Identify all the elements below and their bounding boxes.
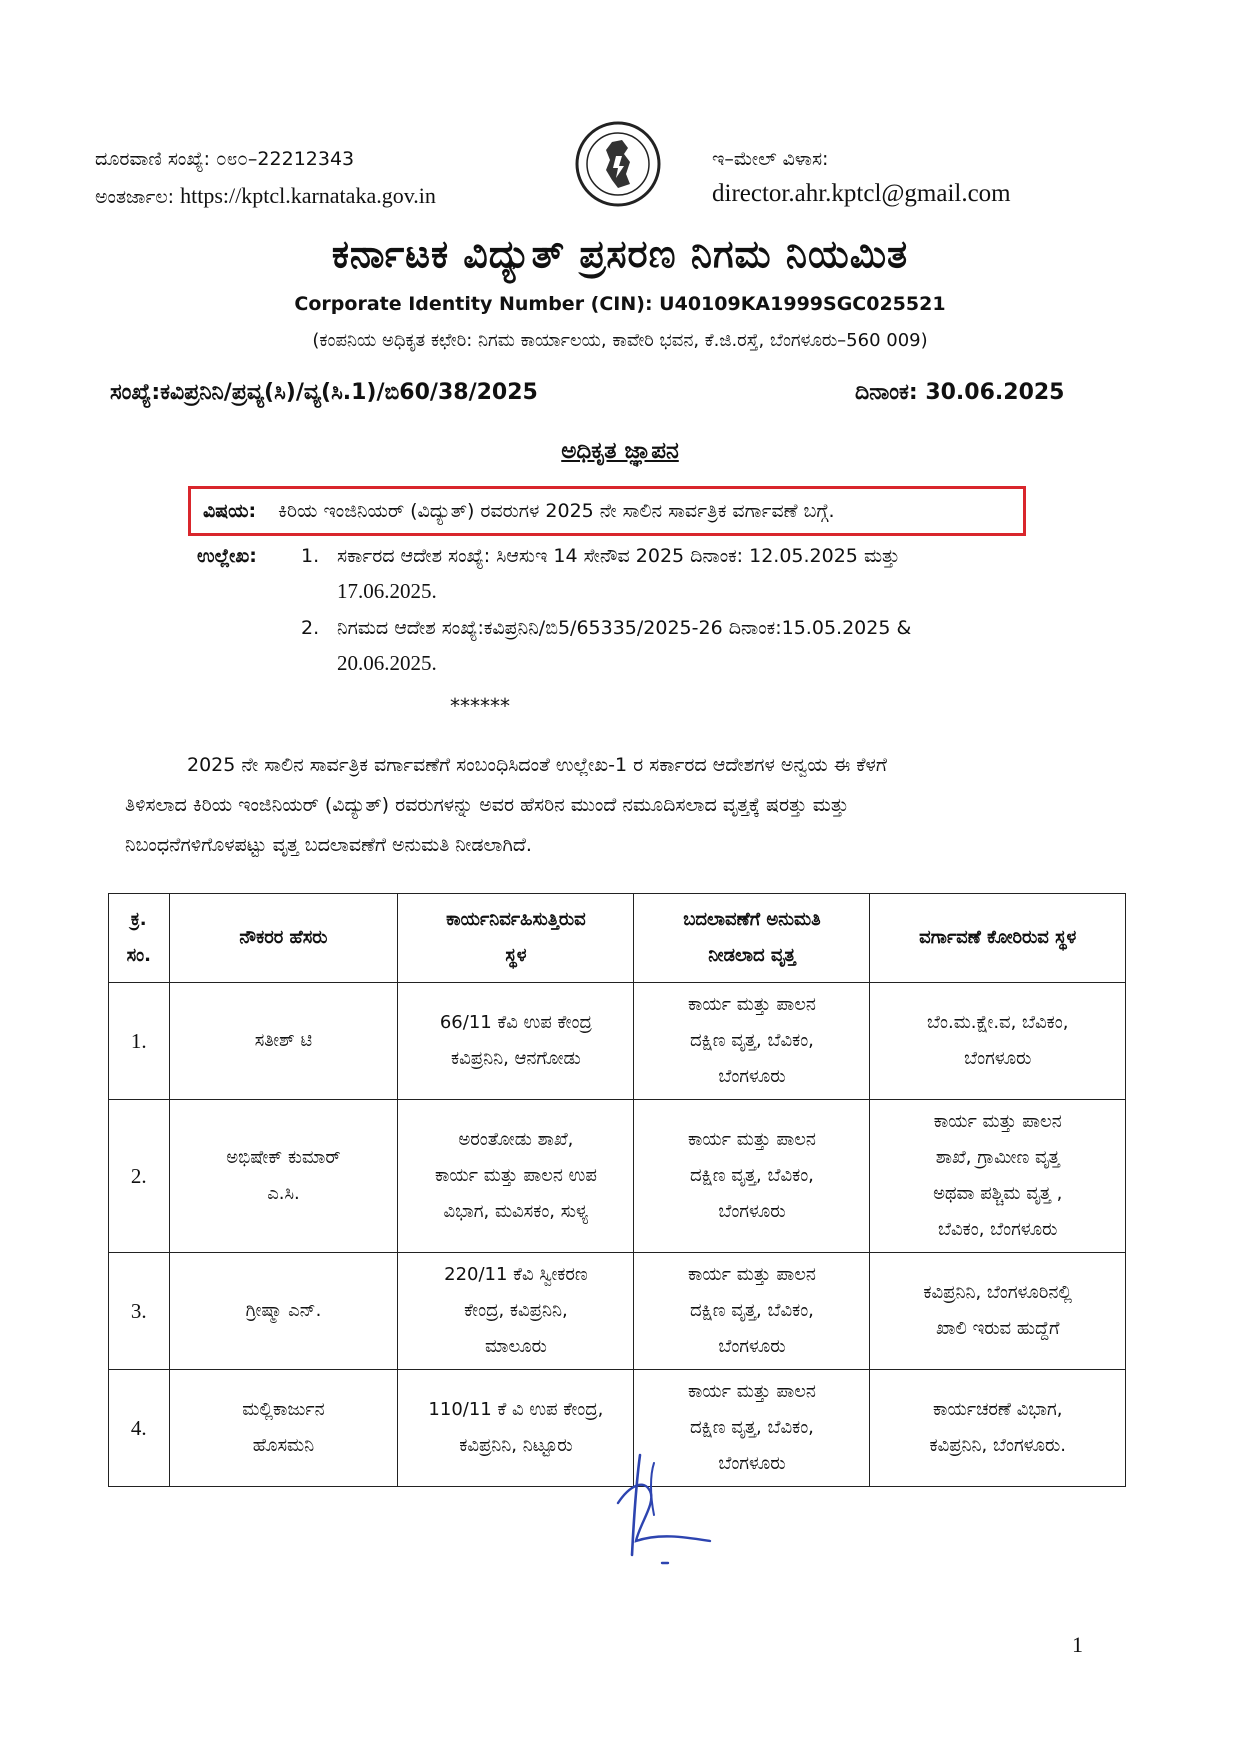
document-heading-text: ಅಧಿಕೃತ ಜ್ಞಾಪನ	[561, 438, 679, 464]
table-header-row	[109, 894, 1126, 983]
separator-stars: ******	[450, 694, 510, 718]
cin-number: Corporate Identity Number (CIN): U40109KA1999SGC025521	[294, 293, 946, 315]
employee-name: ಸತೀಶ್ ಟಿ	[169, 983, 398, 1100]
employee-name: ಅಭಿಷೇಕ್ ಕುಮಾರ್ ಎ.ಸಿ.	[169, 1100, 398, 1253]
header-employee-name: ನೌಕರರ ಹೆಸರು	[169, 894, 398, 983]
working-place: 66/11 ಕೆವಿ ಉಪ ಕೇಂದ್ರ ಕವಿಪ್ರನಿನಿ, ಆನಗೋಡು	[398, 983, 634, 1100]
subject-label: ವಿಷಯ:	[203, 500, 257, 522]
email-label: ಇ–ಮೇಲ್ ವಿಳಾಸ:	[712, 148, 829, 170]
header-working-place: ಕಾರ್ಯನಿರ್ವಹಿಸುತ್ತಿರುವ ಸ್ಥಳ	[398, 894, 634, 983]
employee-name: ಮಲ್ಲಿಕಾರ್ಜುನ ಹೊಸಮನಿ	[169, 1370, 398, 1487]
row-sno: 2.	[109, 1100, 170, 1253]
reference-1-line2: 17.06.2025.	[337, 579, 437, 603]
header-allowed-circle: ಬದಲಾವಣೆಗೆ ಅನುಮತಿ ನೀಡಲಾದ ವೃತ್ತ	[634, 894, 870, 983]
phone-number: ದೂರವಾಣಿ ಸಂಖ್ಯೆ: ೦೮೦–22212343	[95, 148, 355, 170]
header-sno: ಕ್ರ. ಸಂ.	[109, 894, 170, 983]
reference-2-line1: ನಿಗಮದ ಆದೇಶ ಸಂಖ್ಯೆ:ಕವಿಪ್ರನಿನಿ/ಬಿ5/65335/2025-26 ದಿನಾಂಕ:15.05.2025 &	[337, 617, 912, 639]
requested-place: ಕವಿಪ್ರನಿನಿ, ಬೆಂಗಳೂರಿನಲ್ಲಿ ಖಾಲಿ ಇರುವ ಹುದ್ದೆಗೆ	[870, 1253, 1126, 1370]
allowed-circle: ಕಾರ್ಯ ಮತ್ತು ಪಾಲನ ದಕ್ಷಿಣ ವೃತ್ತ, ಬೆವಿಕಂ, ಬೆಂಗಳೂರು	[634, 983, 870, 1100]
body-line-3: ನಿಬಂಧನೆಗಳಿಗೊಳಪಟ್ಟು ವೃತ್ತ ಬದಲಾವಣೆಗೆ ಅನುಮತಿ ನೀಡಲಾಗಿದೆ.	[125, 834, 532, 856]
requested-place: ಬೆಂ.ಮ.ಕ್ಷೇ.ವ, ಬೆವಿಕಂ, ಬೆಂಗಳೂರು	[870, 983, 1126, 1100]
allowed-circle: ಕಾರ್ಯ ಮತ್ತು ಪಾಲನ ದಕ್ಷಿಣ ವೃತ್ತ, ಬೆವಿಕಂ, ಬೆಂಗಳೂರು	[634, 1100, 870, 1253]
row-sno: 3.	[109, 1253, 170, 1370]
registered-office: (ಕಂಪನಿಯ ಅಧಿಕೃತ ಕಛೇರಿ: ನಿಗಮ ಕಾರ್ಯಾಲಯ, ಕಾವೇರಿ ಭವನ, ಕೆ.ಜಿ.ರಸ್ತೆ, ಬೆಂಗಳೂರು–560 009)	[312, 330, 928, 351]
requested-place: ಕಾರ್ಯಚರಣೆ ವಿಭಾಗ, ಕವಿಪ್ರನಿನಿ, ಬೆಂಗಳೂರು.	[870, 1370, 1126, 1487]
reference-number: ಸಂಖ್ಯೆ:ಕವಿಪ್ರನಿನಿ/ಪ್ರವ್ಯ(ಸಿ)/ವ್ಯ(ಸಿ.1)/ಬಿ60/38/2025	[110, 380, 538, 405]
page-number: 1	[1072, 1632, 1083, 1657]
header-requested-place: ವರ್ಗಾವಣೆ ಕೋರಿರುವ ಸ್ಥಳ	[870, 894, 1126, 983]
order-date: ದಿನಾಂಕ: 30.06.2025	[855, 380, 1065, 405]
table-row	[109, 1100, 1126, 1253]
body-line-1: 2025 ನೇ ಸಾಲಿನ ಸಾರ್ವತ್ರಿಕ ವರ್ಗಾವಣೆಗೆ ಸಂಬಂಧಿಸಿದಂತೆ ಉಲ್ಲೇಖ-1 ರ ಸರ್ಕಾರದ ಆದೇಶಗಳ ಅನ್ವಯ ಈ ಕೆಳಗೆ	[187, 754, 887, 776]
kptcl-logo	[572, 118, 664, 210]
working-place: 220/11 ಕೆವಿ ಸ್ವೀಕರಣ ಕೇಂದ್ರ, ಕವಿಪ್ರನಿನಿ, ಮಾಲೂರು	[398, 1253, 634, 1370]
requested-place: ಕಾರ್ಯ ಮತ್ತು ಪಾಲನ ಶಾಖೆ, ಗ್ರಾಮೀಣ ವೃತ್ತ ಅಥವಾ ಪಶ್ಚಿಮ ವೃತ್ತ , ಬೆವಿಕಂ, ಬೆಂಗಳೂರು	[870, 1100, 1126, 1253]
body-paragraph	[125, 745, 1165, 865]
website-line	[95, 183, 436, 209]
subject-text: ಕಿರಿಯ ಇಂಜಿನಿಯರ್ (ವಿದ್ಯುತ್) ರವರುಗಳ 2025 ನೇ ಸಾಲಿನ ಸಾರ್ವತ್ರಿಕ ವರ್ಗಾವಣೆ ಬಗ್ಗೆ.	[278, 500, 835, 522]
reference-2-line2: 20.06.2025.	[337, 651, 437, 675]
references-label: ಉಲ್ಲೇಖ:	[197, 545, 257, 567]
organisation-title: ಕರ್ನಾಟಕ ವಿದ್ಯುತ್ ಪ್ರಸರಣ ನಿಗಮ ನಿಯಮಿತ	[331, 232, 909, 276]
website-link[interactable]: https://kptcl.karnataka.gov.in	[180, 183, 436, 208]
table-row	[109, 1253, 1126, 1370]
employee-name: ಗ್ರೀಷ್ಮಾ ಎನ್.	[169, 1253, 398, 1370]
transfer-table	[108, 893, 1126, 1487]
row-sno: 4.	[109, 1370, 170, 1487]
working-place: 110/11 ಕೆ ವಿ ಉಪ ಕೇಂದ್ರ, ಕವಿಪ್ರನಿನಿ, ನಿಟ್ಟೂರು	[398, 1370, 634, 1487]
table-row	[109, 983, 1126, 1100]
working-place: ಅರಂತೋಡು ಶಾಖೆ, ಕಾರ್ಯ ಮತ್ತು ಪಾಲನ ಉಪ ವಿಭಾಗ, ಮವಿಸಕಂ, ಸುಳ್ಯ	[398, 1100, 634, 1253]
document-heading	[0, 438, 1240, 464]
allowed-circle: ಕಾರ್ಯ ಮತ್ತು ಪಾಲನ ದಕ್ಷಿಣ ವೃತ್ತ, ಬೆವಿಕಂ, ಬೆಂಗಳೂರು	[634, 1370, 870, 1487]
signature-mark	[610, 1445, 720, 1570]
website-label: ಅಂತರ್ಜಾಲ:	[95, 186, 175, 208]
reference-1-number: 1.	[301, 545, 320, 567]
reference-2-number: 2.	[301, 617, 320, 639]
body-line-2: ತಿಳಿಸಲಾದ ಕಿರಿಯ ಇಂಜಿನಿಯರ್ (ವಿದ್ಯುತ್) ರವರುಗಳನ್ನು ಅವರ ಹೆಸರಿನ ಮುಂದೆ ನಮೂದಿಸಲಾದ ವೃತ್ತಕ್ಕೆ ಷರತ್ತು ಮತ್ತು	[125, 794, 849, 816]
row-sno: 1.	[109, 983, 170, 1100]
subject-line	[203, 500, 835, 522]
allowed-circle: ಕಾರ್ಯ ಮತ್ತು ಪಾಲನ ದಕ್ಷಿಣ ವೃತ್ತ, ಬೆವಿಕಂ, ಬೆಂಗಳೂರು	[634, 1253, 870, 1370]
email-address[interactable]: director.ahr.kptcl@gmail.com	[712, 180, 1011, 207]
reference-1-line1: ಸರ್ಕಾರದ ಆದೇಶ ಸಂಖ್ಯೆ: ಸಿಆಸುಇ 14 ಸೇನೌವ 2025 ದಿನಾಂಕ: 12.05.2025 ಮತ್ತು	[337, 545, 900, 567]
